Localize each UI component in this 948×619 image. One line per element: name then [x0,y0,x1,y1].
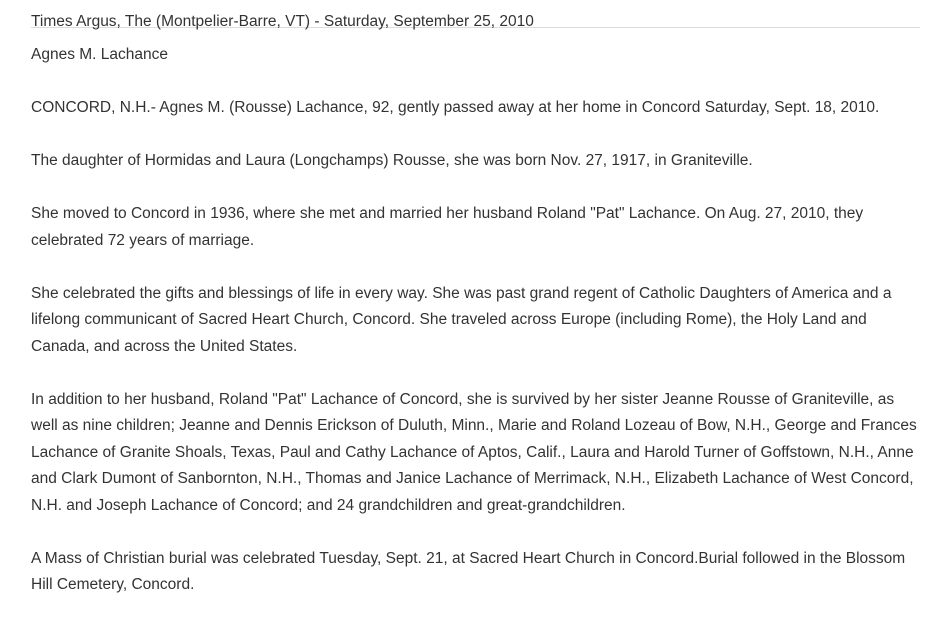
paragraph: CONCORD, N.H.- Agnes M. (Rousse) Lachance, 92, gently passed away at her home in Concord Saturday, Sept. 18, 2010. [31,99,880,116]
source-line: Times Argus, The (Montpelier-Barre, VT) - Saturday, September 25, 2010 [31,13,534,30]
obituary-article [31,42,920,599]
paragraph: She moved to Concord in 1936, where she met and married her husband Roland "Pat" Lachance. On Aug. 27, 2010, they celebrated 72 years of marriage. [31,205,864,249]
paragraph: She celebrated the gifts and blessings of life in every way. She was past grand regent of Catholic Daughters of America and a lifelong communicant of Sacred Heart Church, Concord. She traveled across Europe (including Rome), the Holy Land and Canada, and across the United States. [31,284,892,355]
obituary-title: Agnes M. Lachance [31,46,169,63]
paragraph: The daughter of Hormidas and Laura (Longchamps) Rousse, she was born Nov. 27, 1917, in Graniteville. [31,152,753,169]
source-header [31,0,920,28]
paragraph: A Mass of Christian burial was celebrated Tuesday, Sept. 21, at Sacred Heart Church in Concord.Burial followed in the Blossom Hill Cemetery, Concord. [31,549,906,593]
paragraph: In addition to her husband, Roland "Pat" Lachance of Concord, she is survived by her sister Jeanne Rousse of Graniteville, as well as nine children; Jeanne and Dennis Erickson of Duluth, Minn., Marie and Roland Lozeau of Bow, N.H., George and Frances Lachance of Granite Shoals, Texas, Paul and Cathy Lachance of Aptos, Calif., Laura and Harold Turner of Goffstown, N.H., Anne and Clark Dumont of Sanbornton, N.H., Thomas and Janice Lachance of Merrimack, N.H., Elizabeth Lachance of West Concord, N.H. and Joseph Lachance of Concord; and 24 grandchildren and great-grandchildren. [31,390,917,514]
